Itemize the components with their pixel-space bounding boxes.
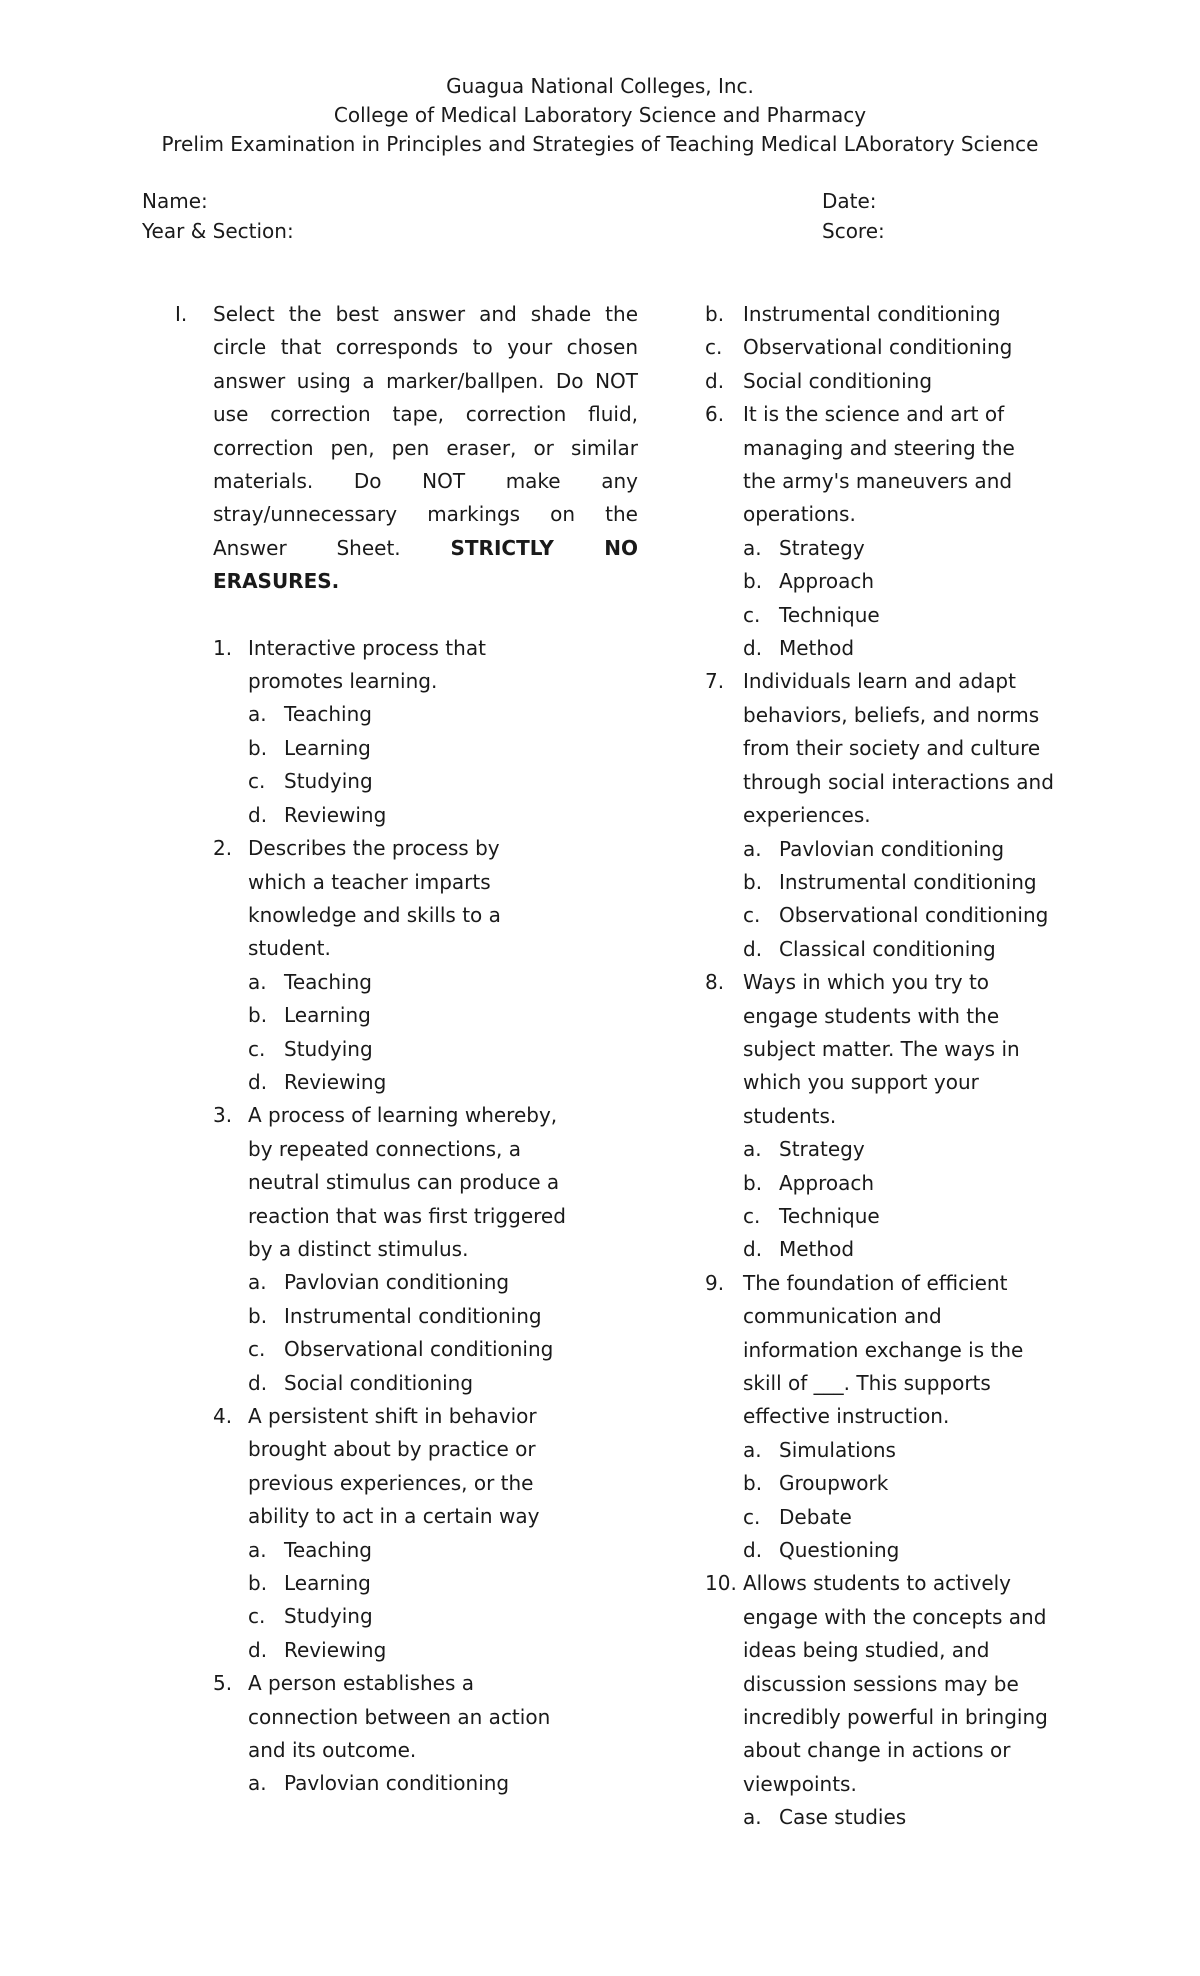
question-stem-line: A person establishes a <box>248 1671 475 1696</box>
question-stem-line: ideas being studied, and <box>743 1638 990 1663</box>
option-letter: b. <box>743 869 763 894</box>
option-letter: a. <box>743 1805 762 1830</box>
option-letter: c. <box>248 1036 266 1061</box>
option-letter: d. <box>248 1370 268 1395</box>
option-letter: b. <box>248 1571 268 1596</box>
year-section-label: Year & Section: <box>142 219 294 243</box>
option-text: Studying <box>284 769 373 794</box>
option-text: Simulations <box>779 1437 896 1462</box>
option-letter: d. <box>248 802 268 827</box>
question-list-left <box>140 632 580 1801</box>
question-5-option-b <box>705 298 1085 331</box>
question-stem-line: skill of ___. This supports <box>743 1371 991 1395</box>
question-number: 3. <box>213 1103 233 1128</box>
option-letter: c. <box>248 1604 266 1629</box>
option-text: Strategy <box>779 535 865 560</box>
answer-option <box>743 866 1085 899</box>
question-7 <box>705 665 1085 966</box>
answer-option <box>248 799 580 832</box>
option-text: Social conditioning <box>743 368 933 393</box>
answer-option <box>743 833 1085 866</box>
answer-option <box>743 1167 1085 1200</box>
question-5 <box>140 1667 580 1801</box>
question-stem-line: subject matter. The ways in <box>743 1036 1020 1061</box>
answer-option <box>248 1367 580 1400</box>
college-name: College of Medical Laboratory Science and Pharmacy <box>333 103 867 127</box>
option-letter: b. <box>248 1303 268 1328</box>
right-column <box>705 298 1085 1835</box>
answer-option <box>743 933 1085 966</box>
question-2 <box>140 832 580 1099</box>
option-letter: b. <box>248 1003 268 1028</box>
option-letter: a. <box>248 702 267 727</box>
question-3 <box>140 1099 580 1400</box>
answer-option <box>248 999 580 1032</box>
option-text: Instrumental conditioning <box>284 1303 542 1328</box>
answer-option <box>743 1233 1085 1266</box>
option-letter: b. <box>248 735 268 760</box>
question-stem-line: A process of learning whereby, <box>248 1103 558 1128</box>
answer-option <box>248 1266 580 1299</box>
option-letter: d. <box>248 1069 268 1094</box>
option-text: Method <box>779 1237 855 1262</box>
answer-option <box>248 1333 580 1366</box>
answer-option <box>743 1534 1085 1567</box>
option-text: Reviewing <box>284 1069 387 1094</box>
option-text: Pavlovian conditioning <box>779 836 1005 861</box>
answer-option <box>743 532 1085 565</box>
score-label: Score: <box>822 219 885 243</box>
answer-option <box>248 698 580 731</box>
option-letter: b. <box>743 569 763 594</box>
option-text: Instrumental conditioning <box>779 869 1037 894</box>
question-stem-line: neutral stimulus can produce a <box>248 1170 560 1195</box>
option-letter: a. <box>248 1537 267 1562</box>
question-4 <box>140 1400 580 1667</box>
name-label: Name: <box>142 189 208 213</box>
instructions-emphasis: STRICTLY NO ERASURES. <box>213 535 638 594</box>
option-text: Instrumental conditioning <box>743 302 1001 326</box>
question-stem-line: The foundation of efficient <box>743 1270 1008 1295</box>
question-stem-line: viewpoints. <box>743 1771 857 1796</box>
student-fields <box>142 186 294 246</box>
option-text: Observational conditioning <box>779 903 1049 928</box>
question-stem-line: which a teacher imparts <box>248 869 491 894</box>
question-stem-line: managing and steering the <box>743 435 1015 460</box>
option-text: Strategy <box>779 1137 865 1162</box>
question-stem-line: information exchange is the <box>743 1337 1024 1362</box>
answer-option <box>248 1033 580 1066</box>
option-text: Approach <box>779 569 875 594</box>
instructions <box>140 298 638 599</box>
question-9 <box>705 1267 1085 1568</box>
question-stem-line: reaction that was first triggered <box>248 1203 566 1228</box>
question-stem-line: by repeated connections, a <box>248 1136 522 1161</box>
option-text: Method <box>779 636 855 661</box>
option-text: Learning <box>284 1003 371 1028</box>
option-text: Studying <box>284 1036 373 1061</box>
question-number: 6. <box>705 402 725 427</box>
question-10 <box>705 1567 1085 1834</box>
question-stem-line: Interactive process that <box>248 635 486 660</box>
option-letter: d. <box>705 368 725 393</box>
question-stem-line: engage students with the <box>743 1003 1000 1028</box>
option-letter: c. <box>743 903 761 928</box>
option-letter: c. <box>248 1337 266 1362</box>
exam-header <box>0 72 1200 159</box>
option-letter: d. <box>743 936 763 961</box>
question-stem-line: knowledge and skills to a <box>248 902 501 927</box>
question-stem-line: ability to act in a certain way <box>248 1504 540 1529</box>
answer-option <box>743 1801 1085 1834</box>
question-stem-line: the army's maneuvers and <box>743 469 1013 494</box>
question-number: 5. <box>213 1671 233 1696</box>
question-number: 7. <box>705 669 725 694</box>
question-5-option-d <box>705 365 1085 398</box>
answer-option <box>248 966 580 999</box>
question-stem-line: and its outcome. <box>248 1738 417 1763</box>
option-letter: d. <box>743 1237 763 1262</box>
question-number: 2. <box>213 836 233 861</box>
option-letter: d. <box>248 1637 268 1662</box>
question-stem-line: Individuals learn and adapt <box>743 669 1016 694</box>
option-text: Studying <box>284 1604 373 1629</box>
option-letter: c. <box>705 335 723 360</box>
option-text: Reviewing <box>284 1637 387 1662</box>
question-number: 10. <box>705 1571 737 1596</box>
question-stem-line: students. <box>743 1103 837 1128</box>
date-label: Date: <box>822 189 877 213</box>
question-stem-line: Ways in which you try to <box>743 970 990 995</box>
answer-option <box>743 599 1085 632</box>
answer-option <box>743 565 1085 598</box>
question-stem-line: discussion sessions may be <box>743 1671 1019 1696</box>
question-stem-line: It is the science and art of <box>743 402 1005 427</box>
question-stem-line: experiences. <box>743 803 871 828</box>
answer-option <box>743 1501 1085 1534</box>
option-letter: d. <box>743 1538 763 1563</box>
answer-option <box>743 632 1085 665</box>
question-stem-line: through social interactions and <box>743 769 1054 794</box>
option-letter: b. <box>705 302 725 326</box>
answer-option <box>248 765 580 798</box>
question-stem-line: engage with the concepts and <box>743 1604 1047 1629</box>
question-stem-line: behaviors, beliefs, and norms <box>743 702 1040 727</box>
option-letter: b. <box>743 1471 763 1496</box>
option-text: Technique <box>779 1203 880 1228</box>
answer-option <box>248 1300 580 1333</box>
answer-option <box>743 1200 1085 1233</box>
option-text: Approach <box>779 1170 875 1195</box>
question-stem-line: by a distinct stimulus. <box>248 1236 469 1261</box>
option-text: Case studies <box>779 1805 907 1830</box>
spacer <box>140 599 580 632</box>
option-letter: a. <box>743 836 762 861</box>
option-text: Teaching <box>284 969 372 994</box>
question-list-right <box>705 398 1085 1834</box>
question-stem-line: Describes the process by <box>248 836 500 861</box>
option-text: Questioning <box>779 1538 900 1563</box>
question-8 <box>705 966 1085 1267</box>
question-5-option-c <box>705 331 1085 364</box>
option-text: Classical conditioning <box>779 936 996 961</box>
answer-option <box>248 1634 580 1667</box>
question-6 <box>705 398 1085 665</box>
exam-title: Prelim Examination in Principles and Strategies of Teaching Medical LAboratory Science <box>161 132 1039 156</box>
question-stem-line: communication and <box>743 1304 942 1329</box>
question-stem-line: from their society and culture <box>743 736 1041 761</box>
option-text: Debate <box>779 1504 852 1529</box>
answer-option <box>743 1467 1085 1500</box>
question-number: 1. <box>213 635 233 660</box>
question-stem-line: A persistent shift in behavior <box>248 1404 537 1428</box>
answer-option <box>248 1567 580 1600</box>
question-number: 4. <box>213 1404 233 1428</box>
option-text: Reviewing <box>284 802 387 827</box>
option-letter: a. <box>743 1137 762 1162</box>
score-fields <box>822 186 885 246</box>
question-stem-line: which you support your <box>743 1070 979 1095</box>
option-text: Observational conditioning <box>743 335 1013 360</box>
question-number: 8. <box>705 970 725 995</box>
answer-option <box>248 1534 580 1567</box>
question-stem-line: about change in actions or <box>743 1738 1011 1763</box>
instructions-text: Select the best answer and shade the circle that corresponds to your chosen answer using a marker/ballpen. Do NOT use correction tape, correction fluid, correction pen, pen eraser, or similar materials. Do NOT make any stray/unnecessary markings on the Answer Sheet. <box>213 302 638 560</box>
option-letter: a. <box>248 1270 267 1295</box>
question-stem-line: promotes learning. <box>248 669 438 694</box>
option-text: Pavlovian conditioning <box>284 1270 510 1295</box>
left-column <box>140 298 638 1801</box>
question-stem-line: effective instruction. <box>743 1404 950 1429</box>
answer-option <box>743 899 1085 932</box>
option-text: Observational conditioning <box>284 1337 554 1362</box>
option-letter: c. <box>743 1504 761 1529</box>
answer-option <box>248 1066 580 1099</box>
answer-option <box>248 1600 580 1633</box>
question-1 <box>140 632 580 832</box>
answer-option <box>248 1767 580 1800</box>
answer-option <box>743 1133 1085 1166</box>
option-text: Learning <box>284 735 371 760</box>
option-text: Teaching <box>284 1537 372 1562</box>
option-text: Pavlovian conditioning <box>284 1771 510 1796</box>
question-number: 9. <box>705 1270 725 1295</box>
option-letter: c. <box>248 769 266 794</box>
option-letter: a. <box>248 1771 267 1796</box>
option-letter: c. <box>743 602 761 627</box>
school-name: Guagua National Colleges, Inc. <box>446 74 754 98</box>
option-letter: a. <box>248 969 267 994</box>
option-text: Teaching <box>284 702 372 727</box>
question-stem-line: brought about by practice or <box>248 1437 536 1462</box>
option-text: Technique <box>779 602 880 627</box>
option-letter: d. <box>743 636 763 661</box>
section-numeral: I. <box>175 302 188 326</box>
option-letter: c. <box>743 1203 761 1228</box>
option-letter: a. <box>743 1437 762 1462</box>
option-letter: a. <box>743 535 762 560</box>
answer-option <box>248 732 580 765</box>
question-stem-line: operations. <box>743 502 856 527</box>
question-stem-line: student. <box>248 936 331 961</box>
question-stem-line: previous experiences, or the <box>248 1470 534 1495</box>
option-text: Groupwork <box>779 1471 889 1496</box>
answer-option <box>743 1434 1085 1467</box>
question-stem-line: incredibly powerful in bringing <box>743 1705 1048 1730</box>
option-text: Learning <box>284 1571 371 1596</box>
option-text: Social conditioning <box>284 1370 474 1395</box>
question-stem-line: Allows students to actively <box>743 1571 1012 1596</box>
option-letter: b. <box>743 1170 763 1195</box>
question-stem-line: connection between an action <box>248 1704 551 1729</box>
